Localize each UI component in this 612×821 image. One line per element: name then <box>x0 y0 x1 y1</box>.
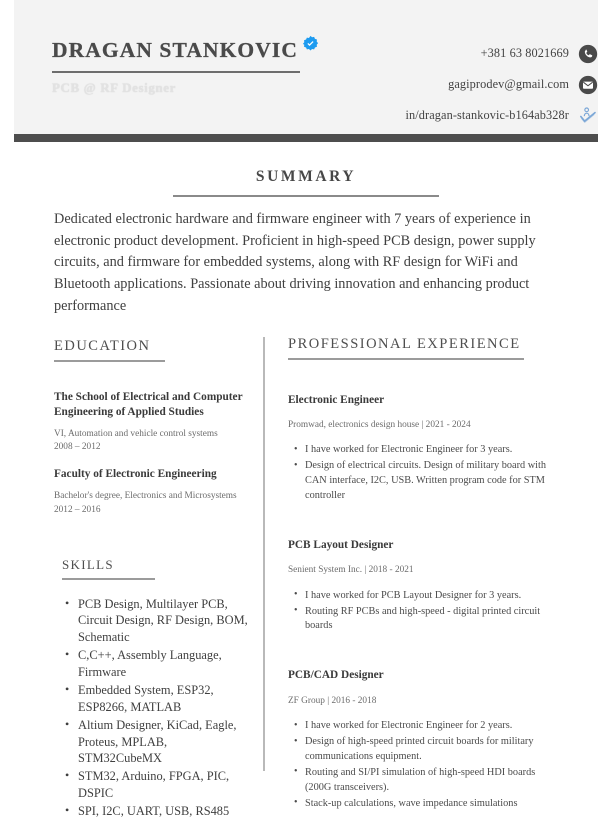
education-entry <box>54 390 254 455</box>
education-degree: VI, Automation and vehicle control systems <box>54 429 218 439</box>
email-icon <box>578 75 598 95</box>
contact-row-linkedin[interactable] <box>298 100 598 131</box>
contact-row-email[interactable] <box>298 69 598 100</box>
job-role: PCB Layout Designer <box>288 538 394 551</box>
skill-item: • Altium Designer, KiCad, Eagle, Proteus, MPLAB, STM32CubeMX <box>78 717 254 768</box>
job-bullets <box>288 589 554 635</box>
experience-job <box>288 393 554 504</box>
experience-job <box>288 668 554 811</box>
experience-job <box>288 538 554 634</box>
phone-number: +381 63 8021669 <box>480 46 569 60</box>
summary-heading: SUMMARY <box>255 168 357 185</box>
job-subtitle: PCB @ RF Designer <box>52 79 176 95</box>
full-name: DRAGAN STANKOVIC <box>52 38 298 62</box>
contact-row-phone[interactable] <box>298 38 598 69</box>
job-bullet: • Design of electrical circuits. Design of military board with CAN interface, I2C, USB. Written program code for STM controller <box>305 459 554 504</box>
experience-heading: PROFESSIONAL EXPERIENCE <box>288 336 521 352</box>
phone-icon <box>578 44 598 64</box>
right-column <box>288 336 554 813</box>
job-bullet: • Design of high-speed printed circuit boards for military communications equipment. <box>305 735 554 765</box>
summary-section <box>54 168 558 318</box>
job-bullet: • Routing RF PCBs and high-speed - digital printed circuit boards <box>305 605 554 635</box>
job-meta: Promwad, electronics design house | 2021 - 2024 <box>288 419 471 430</box>
education-degree: Bachelor's degree, Electronics and Microsystems <box>54 491 237 502</box>
skills-section <box>54 557 254 820</box>
skill-item: • C,C++, Assembly Language, Firmware <box>78 647 254 681</box>
summary-underline <box>173 195 439 197</box>
job-meta: ZF Group | 2016 - 2018 <box>288 695 377 706</box>
skills-heading: SKILLS <box>62 557 114 573</box>
skills-underline <box>62 578 155 580</box>
job-role: Electronic Engineer <box>288 393 385 406</box>
column-divider <box>263 337 265 771</box>
education-section <box>54 338 254 517</box>
job-bullet: • I have worked for PCB Layout Designer for 3 years. <box>305 589 554 604</box>
skill-item: • Embedded System, ESP32, ESP8266, MATLAB <box>78 682 254 716</box>
summary-text: Dedicated electronic hardware and firmware engineer with 7 years of experience in electronic product development. Proficient in high-speed PCB design, power supply circuits, and firmware for embedded systems, along with RF design for WiFi and Bluetooth applications. Passionate about driving innovation and enhancing product performance <box>54 211 536 314</box>
job-bullet: • Routing and SI/PI simulation of high-speed HDI boards (200G transceivers). <box>305 766 554 796</box>
education-heading: EDUCATION <box>54 338 151 354</box>
skill-item: • STM32, Arduino, FPGA, PIC, DSPIC <box>78 768 254 802</box>
skill-item: • SPI, I2C, UART, USB, RS485 <box>78 803 254 820</box>
education-school: Faculty of Electronic Engineering <box>54 467 217 480</box>
job-bullet: • Stack-up calculations, wave impedance simulations <box>305 797 554 812</box>
contact-list <box>298 38 598 131</box>
education-entry <box>54 467 254 517</box>
job-bullets <box>288 719 554 812</box>
job-role: PCB/CAD Designer <box>288 669 384 682</box>
job-meta: Senient System Inc. | 2018 - 2021 <box>288 565 414 576</box>
job-bullet: • I have worked for Electronic Engineer for 2 years. <box>305 719 554 734</box>
linkedin-handle: in/dragan-stankovic-b164ab328r <box>405 108 569 122</box>
skill-item: • PCB Design, Multilayer PCB, Circuit Design, RF Design, BOM, Schematic <box>78 596 254 647</box>
education-school: The School of Electrical and Computer Engineering of Applied Studies <box>54 390 243 418</box>
linkedin-icon <box>578 106 598 126</box>
email-address: gagiprodev@gmail.com <box>448 77 569 91</box>
education-years: 2008 – 2012 <box>54 442 101 453</box>
job-bullets <box>288 443 554 504</box>
name-underline <box>52 71 300 73</box>
skills-list <box>54 596 254 820</box>
education-years: 2012 – 2016 <box>54 504 101 515</box>
header-accent-band <box>14 134 598 142</box>
job-bullet: • I have worked for Electronic Engineer for 3 years. <box>305 443 554 458</box>
left-column <box>54 338 254 821</box>
